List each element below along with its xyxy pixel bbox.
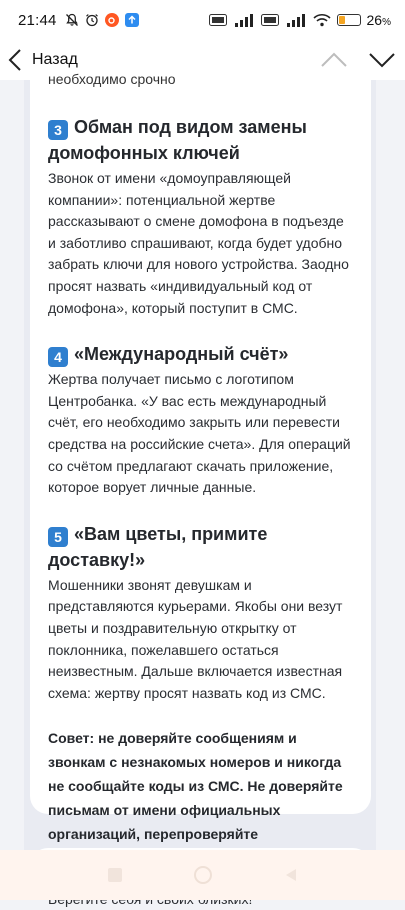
mute-bell-icon [65, 13, 79, 27]
article-card [30, 71, 371, 843]
status-bar [0, 0, 405, 40]
advice-text: Совет: не доверяйте сообщениям и звонкам с незнакомых номеров и никогда не сообщайте коды из СМС. Не доверяйте письмам от имени официальных организаций, перепроверяйте [48, 730, 343, 843]
number-3-badge: 3 [48, 120, 68, 140]
section-body: Звонок от имени «домоуправляющей компании»: потенциальной жертве рассказывают о смене домофона в подъезде и заботливо спрашивают, когда будет удобно забрать ключи для нового устройства. Заодно просят назвать «индивидуальный код от домофона», который поступит в СМС. [48, 170, 349, 316]
scheme-section-3 [48, 114, 354, 319]
article-cut-text: необходимо срочно [48, 71, 176, 87]
section-title: 5 «Вам цветы, примите доставку!» [48, 523, 268, 570]
chevron-up-icon[interactable] [321, 52, 347, 68]
recent-apps-icon[interactable] [107, 867, 123, 883]
section-body: Жертва получает письмо с логотипом Центробанка. «У вас есть международный счёт, его необходимо закрыть или перевести средства на российские счета». Для операций со счётом предлагают скачать приложение, которое ворует личные данные. [48, 371, 351, 496]
chevron-down-icon[interactable] [369, 52, 395, 68]
number-4-badge: 4 [48, 347, 68, 367]
section-title: 4 «Международный счёт» [48, 341, 354, 367]
status-time: 21:44 [18, 11, 57, 29]
scheme-section-4 [48, 341, 354, 499]
scheme-section-5 [48, 521, 354, 705]
section-title: 3 Обман под видом замены домофонных ключей [48, 117, 307, 163]
alarm-clock-icon [85, 13, 99, 27]
number-5-badge: 5 [48, 527, 68, 547]
back-triangle-icon[interactable] [283, 867, 299, 883]
signal-4g-icon [233, 13, 255, 27]
app-notification-icon [105, 13, 119, 27]
back-button[interactable] [8, 48, 78, 72]
system-nav-bar [0, 850, 405, 900]
signal-icon [285, 13, 307, 27]
section-body: Мошенники звонят девушкам и представляются курьерами. Якобы они везут цветы и поздравительную открытку от поклонника, пожелавшего остаться неизвестным. Дальше включается известная схема: жертву просят назвать код из СМС. [48, 576, 343, 701]
wifi-icon [313, 13, 331, 27]
home-icon[interactable] [193, 865, 213, 885]
battery-icon [337, 14, 361, 26]
battery-percent: 26% [366, 12, 391, 28]
status-system-icons [209, 12, 391, 28]
volte-icon-2 [261, 14, 279, 26]
status-notification-icons [65, 13, 139, 27]
upload-notification-icon [125, 13, 139, 27]
volte-icon [209, 14, 227, 26]
back-label: Назад [32, 51, 78, 68]
chevron-left-icon [8, 48, 22, 72]
